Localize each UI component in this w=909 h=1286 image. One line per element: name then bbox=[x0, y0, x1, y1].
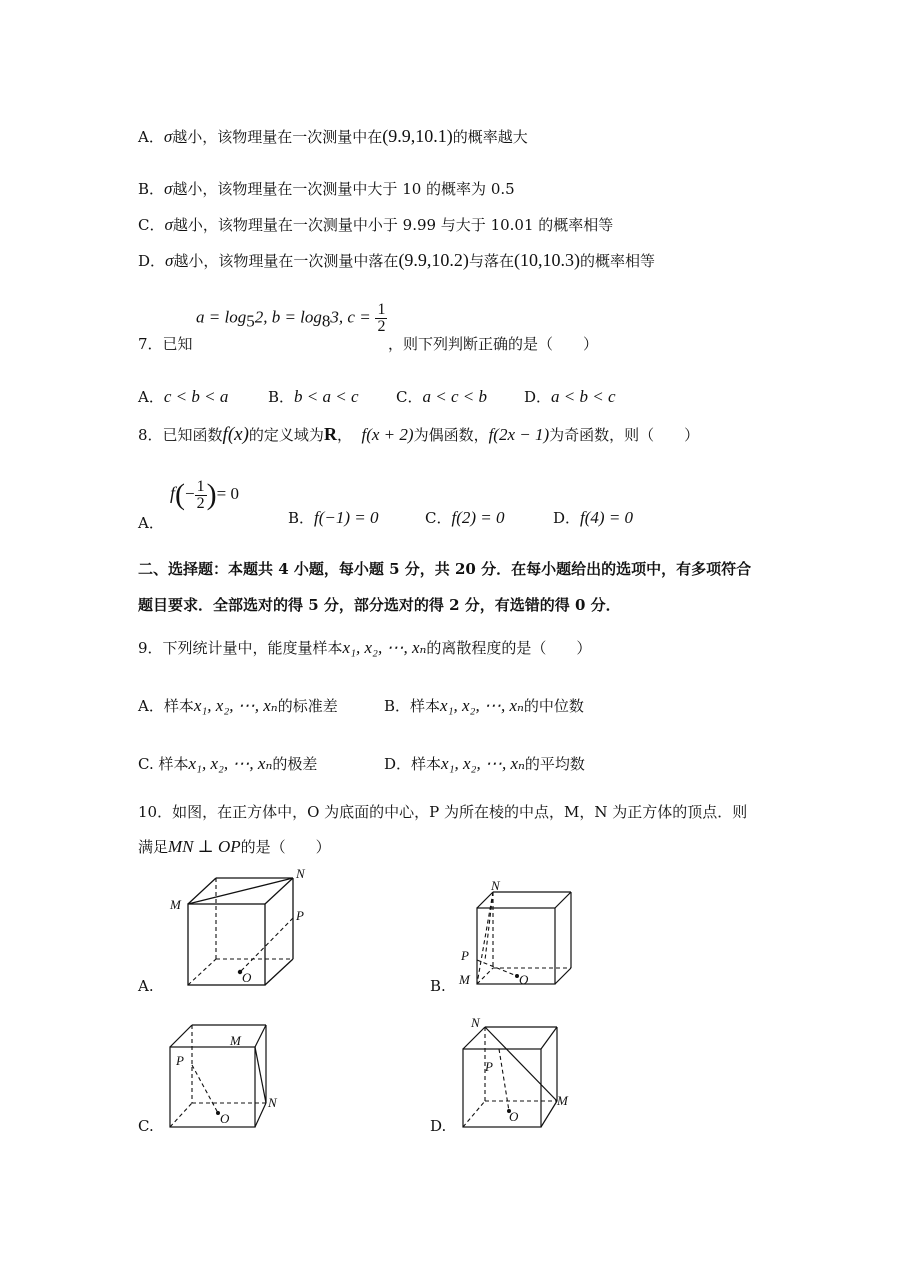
fig-c-p: P bbox=[176, 1053, 184, 1068]
q7-tail: ，则下列判断正确的是（ ） bbox=[388, 335, 599, 353]
q7-fraction: $\frac{1}{2}$ bbox=[377, 301, 386, 335]
fig-a-o: O bbox=[242, 970, 252, 985]
fig-a-n: N bbox=[296, 866, 305, 881]
q10-stem-line1: 10．如图，在正方体中，O 为底面的中心，P 为所在棱的中点，M，N 为正方体的顶点．则 bbox=[138, 803, 748, 821]
fig-d-label: D. bbox=[430, 1117, 447, 1135]
fig-b-n: N bbox=[491, 880, 500, 893]
fig-b-label: B. bbox=[430, 977, 446, 995]
fig-d-m: M bbox=[557, 1093, 568, 1108]
fig-c-n: N bbox=[268, 1095, 277, 1110]
q9-option-a: A．样本x₁, x₂, ⋯, xₙ的标准差 bbox=[138, 696, 338, 715]
cube-figure-c bbox=[160, 1015, 310, 1130]
fig-a-p: P bbox=[296, 908, 304, 923]
fig-d-o: O bbox=[509, 1109, 519, 1124]
q9-option-d: D．样本x₁, x₂, ⋯, xₙ的平均数 bbox=[384, 754, 585, 773]
fig-b-p: P bbox=[461, 948, 469, 963]
q6-option-d: D．σ越小，该物理量在一次测量中落在(9.9,10.2)与落在(10,10.3)的概率相等 bbox=[138, 250, 655, 270]
fig-a-label: A. bbox=[138, 977, 154, 995]
q8-option-c: C．f(2) = 0 bbox=[425, 508, 505, 527]
q7-condition: $a = \log_52$, $b = \log_83$, c = $\frac{1}{2}$ bbox=[196, 301, 386, 335]
q8-stem: 8．已知函数f(x)的定义域为R， f(x + 2)为偶函数，f(2x − 1)为奇函数，则（ ） bbox=[138, 424, 700, 445]
q6-option-b: B．σ越小，该物理量在一次测量中大于 10 的概率为 0.5 bbox=[138, 179, 515, 198]
section2-heading-line1: 二、选择题：本题共 4 小题，每小题 5 分，共 20 分．在每小题给出的选项中，有多项符合 bbox=[138, 560, 752, 578]
q8-option-b: B．f(−1) = 0 bbox=[288, 508, 379, 527]
fig-c-m: M bbox=[230, 1033, 241, 1048]
fig-d-n: N bbox=[471, 1015, 480, 1030]
q8-option-a-label: A． bbox=[138, 514, 164, 532]
q8-option-a: f(− $\frac{1}{2}$ )= 0 bbox=[170, 477, 239, 512]
fig-c-o: O bbox=[220, 1111, 230, 1126]
fig-b-o: O bbox=[519, 972, 529, 987]
cube-figure-d bbox=[455, 1015, 585, 1130]
fig-b-m: M bbox=[459, 972, 470, 987]
q9-option-c: C. 样本x₁, x₂, ⋯, xₙ的极差 bbox=[138, 754, 318, 773]
cube-figure-a bbox=[160, 862, 320, 992]
q7-option-b: B．b < a < c bbox=[268, 387, 359, 406]
sigma-symbol: σ bbox=[163, 127, 173, 146]
q7-option-d: D．a < b < c bbox=[524, 387, 616, 406]
fig-c-label: C. bbox=[138, 1117, 154, 1135]
q10-stem-line2: 满足MN ⊥ OP的是（ ） bbox=[138, 837, 331, 856]
q6-option-a: A．σ越小，该物理量在一次测量中在(9.9,10.1)的概率越大 bbox=[138, 126, 528, 146]
q7-option-a: A．c < b < a bbox=[138, 387, 229, 406]
q8-option-d: D．f(4) = 0 bbox=[553, 508, 634, 527]
q9-option-b: B．样本x₁, x₂, ⋯, xₙ的中位数 bbox=[384, 696, 584, 715]
q7-option-c: C．a < c < b bbox=[396, 387, 487, 406]
cube-figure-b bbox=[455, 880, 575, 990]
q9-stem: 9．下列统计量中，能度量样本x₁, x₂, ⋯, xₙ的离散程度的是（ ） bbox=[138, 638, 592, 657]
q6-option-c: C．σ越小，该物理量在一次测量中小于 9.99 与大于 10.01 的概率相等 bbox=[138, 215, 614, 234]
section2-heading-line2: 题目要求．全部选对的得 5 分，部分选对的得 2 分，有选错的得 0 分． bbox=[138, 596, 621, 614]
q7-stem: 7．已知 bbox=[138, 335, 193, 353]
fig-d-p: P bbox=[485, 1059, 493, 1074]
fig-a-m: M bbox=[170, 897, 181, 912]
